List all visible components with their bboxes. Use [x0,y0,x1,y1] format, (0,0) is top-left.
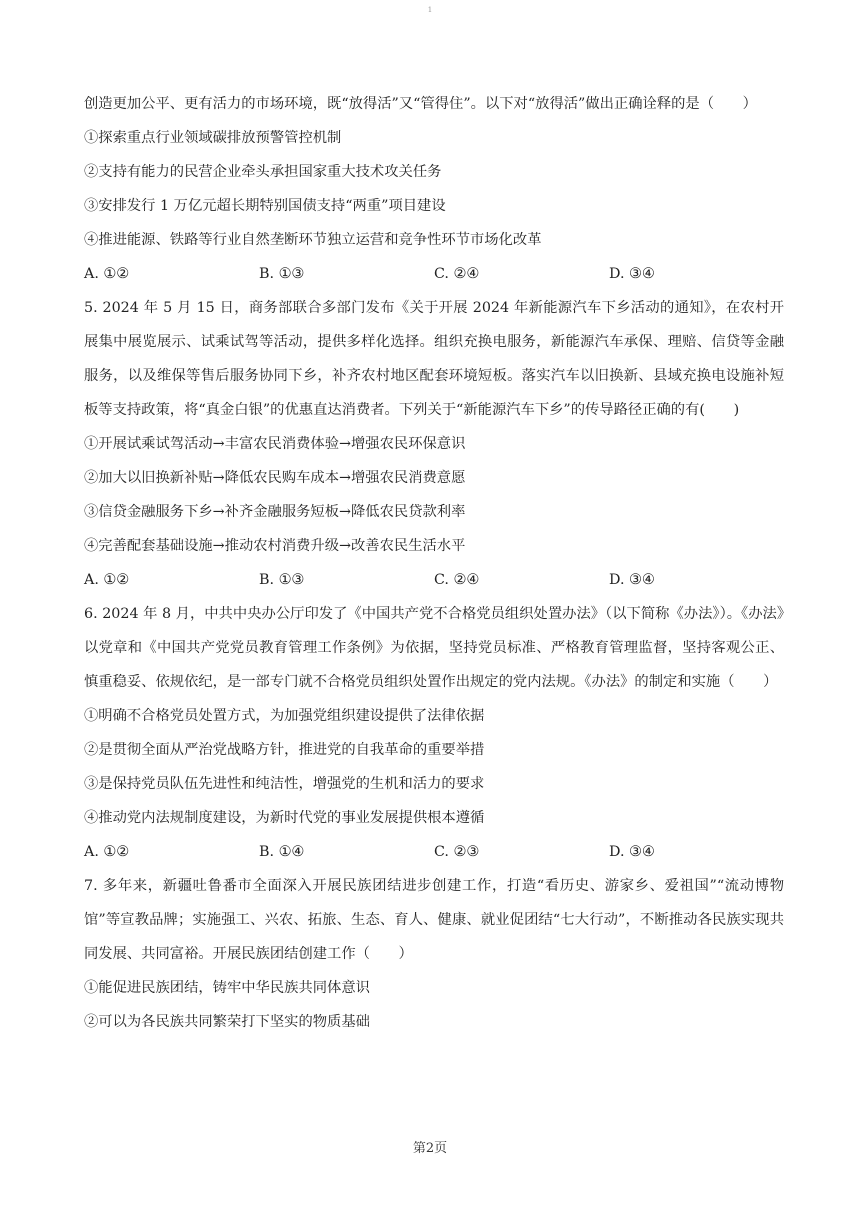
question-6-item-3: ③是保持党员队伍先进性和纯洁性，增强党的生机和活力的要求 [84,776,485,792]
question-5-item-2: ②加大以旧换新补贴→降低农民购车成本→增强农民消费意愿 [84,470,466,486]
question-6-item-1: ①明确不合格党员处置方式，为加强党组织建设提供了法律依据 [84,708,485,724]
question-4-item-2: ②支持有能力的民营企业牵头承担国家重大技术攻关任务 [84,164,442,180]
header-mark: 1 [427,6,433,14]
question-5-options [84,563,784,597]
question-4-item-1: ①探索重点行业领域碳排放预警管控机制 [84,130,342,146]
page-content [84,87,784,1039]
question-5-option-b: B. ①③ [259,572,305,588]
question-4-item-4: ④推进能源、铁路等行业自然垄断环节独立运营和竞争性环节市场化改革 [84,232,542,248]
question-5-option-c: C. ②④ [434,572,480,588]
question-4-option-c: C. ②④ [434,266,480,282]
question-4-option-a: A. ①② [84,266,130,282]
question-6-item-2: ②是贯彻全面从严治党战略方针，推进党的自我革命的重要举措 [84,742,485,758]
question-5-option-d: D. ③④ [609,572,655,588]
question-6-option-d: D. ③④ [609,844,655,860]
question-6-item-4: ④推动党内法规制度建设，为新时代党的事业发展提供根本遵循 [84,810,485,826]
question-5-item-4: ④完善配套基础设施→推动农村消费升级→改善农民生活水平 [84,538,466,554]
question-7-item-1: ①能促进民族团结，铸牢中华民族共同体意识 [84,980,370,996]
question-6-option-c: C. ②③ [434,844,480,860]
page-number: 第2页 [412,1141,448,1156]
question-6-option-b: B. ①④ [259,844,305,860]
question-5-stem: 5. 2024 年 5 月 15 日，商务部联合多部门发布《关于开展 2024 年新能源汽车下乡活动的通知》，在农村开展集中展览展示、试乘试驾等活动，提供多样化选择。组织充换电服务，新能源汽车承保、理赔、信贷等金融服务，以及维保等售后服务协同下乡，补齐农村地区配套环境短板。落实汽车以旧换新、县域充换电设施补短板等支持政策，将“真金白银”的优惠直达消费者。下列关于“新能源汽车下乡”的传导路径正确的有( ) [84,300,784,418]
question-5-item-1: ①开展试乘试驾活动→丰富农民消费体验→增强农民环保意识 [84,436,466,452]
question-7-stem: 7. 多年来，新疆吐鲁番市全面深入开展民族团结进步创建工作，打造“看历史、游家乡、爱祖国”“流动博物馆”等宣教品牌；实施强工、兴农、拓旅、生态、育人、健康、就业促团结“七大行动”，不断推动各民族实现共同发展、共同富裕。开展民族团结创建工作（ ） [84,878,784,962]
question-6-stem: 6. 2024 年 8 月，中共中央办公厅印发了《中国共产党不合格党员组织处置办法》（以下简称《办法》）。《办法》以党章和《中国共产党党员教育管理工作条例》为依据，坚持党员标准、严格教育管理监督，坚持客观公正、慎重稳妥、依规依纪，是一部专门就不合格党员组织处置作出规定的党内法规。《办法》的制定和实施（ ） [84,606,784,690]
question-6-options [84,835,784,869]
question-4-item-3: ③安排发行 1 万亿元超长期特别国债支持“两重”项目建设 [84,198,446,214]
question-4-stem: 创造更加公平、更有活力的市场环境，既“放得活”又“管得住”。以下对“放得活”做出正确诠释的是（ ） [84,96,757,112]
question-5-item-3: ③信贷金融服务下乡→补齐金融服务短板→降低农民贷款利率 [84,504,466,520]
question-7-item-2: ②可以为各民族共同繁荣打下坚实的物质基础 [84,1014,370,1030]
question-6-option-a: A. ①② [84,844,130,860]
question-4-option-d: D. ③④ [609,266,655,282]
question-4-options [84,257,784,291]
question-4-option-b: B. ①③ [259,266,305,282]
question-5-option-a: A. ①② [84,572,130,588]
